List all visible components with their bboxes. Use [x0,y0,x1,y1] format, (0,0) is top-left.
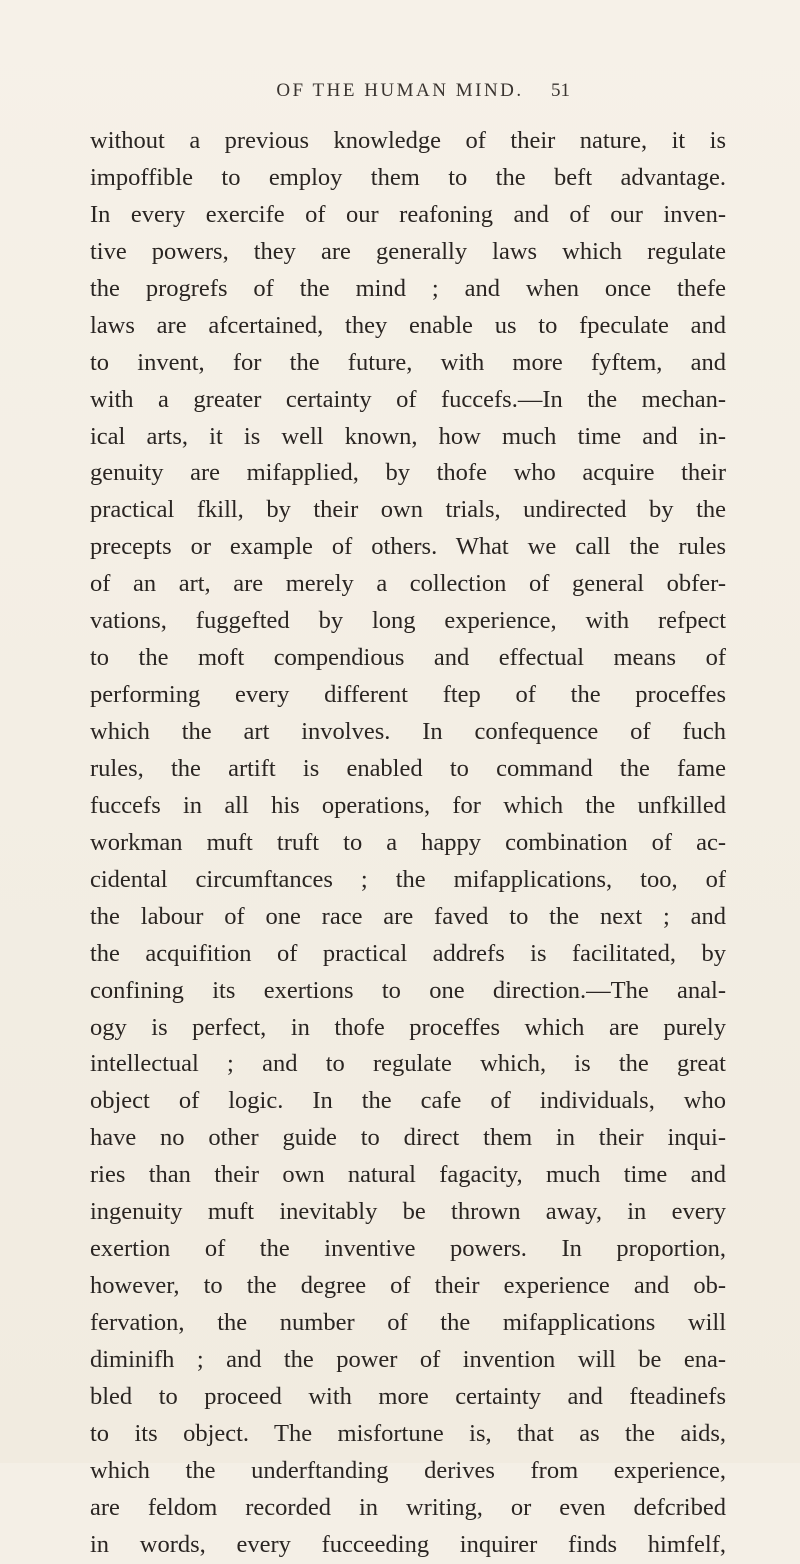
text-line: the acquifition of practical addrefs is facilitated, by [90,939,726,967]
text-line: however, to the degree of their experience and ob- [90,1272,726,1300]
text-line: laws are afcertained, they enable us to fpeculate and [90,311,726,339]
body-text [90,123,726,1564]
text-line: with a greater certainty of fuccefs.—In the mechan- [90,385,726,413]
text-line: diminifh ; and the power of invention will be ena- [90,1345,726,1373]
text-line: object of logic. In the cafe of individuals, who [90,1087,726,1115]
text-line: In every exercife of our reafoning and of our inven- [90,200,726,228]
text-line: performing every different ftep of the proceffes [90,681,726,709]
text-line: fuccefs in all his operations, for which the unfkilled [90,791,726,819]
text-line: impoffible to employ them to the beft advantage. [90,163,726,191]
text-line: in words, every fucceeding inquirer finds himfelf, [90,1530,726,1558]
text-line: of an art, are merely a collection of general obfer- [90,570,726,598]
text-line: rules, the artift is enabled to command the fame [90,754,726,782]
text-line: which the underftanding derives from experience, [90,1456,726,1484]
text-line: workman muft truft to a happy combination of ac- [90,828,726,856]
text-line: precepts or example of others. What we call the rules [90,533,726,561]
text-line: intellectual ; and to regulate which, is the great [90,1050,726,1078]
text-line: to invent, for the future, with more fyftem, and [90,348,726,376]
text-line: ogy is perfect, in thofe proceffes which are purely [90,1013,726,1041]
text-line: exertion of the inventive powers. In proportion, [90,1235,726,1263]
text-line: confining its exertions to one direction.—The anal- [90,976,726,1004]
running-title: OF THE HUMAN MIND. [276,80,524,101]
text-line: practical fkill, by their own trials, undirected by the [90,496,726,524]
text-line: to its object. The misfortune is, that as the aids, [90,1419,726,1447]
text-line: have no other guide to direct them in their inqui- [90,1124,726,1152]
text-line: ical arts, it is well known, how much time and in- [90,422,726,450]
page-number: 51 [551,80,570,101]
text-line: which the art involves. In confequence of fuch [90,718,726,745]
running-head [0,80,800,110]
text-line: genuity are mifapplied, by thofe who acquire their [90,459,726,487]
text-line: the progrefs of the mind ; and when once thefe [90,274,726,302]
text-line: cidental circumftances ; the mifapplications, too, of [90,865,726,893]
text-line: the labour of one race are faved to the next ; and [90,902,726,930]
text-line: fervation, the number of the mifapplications will [90,1309,726,1336]
text-line: bled to proceed with more certainty and fteadinefs [90,1382,726,1410]
text-line: vations, fuggefted by long experience, with refpect [90,607,726,635]
text-line: tive powers, they are generally laws which regulate [90,237,726,265]
text-line: ingenuity muft inevitably be thrown away, in every [90,1198,726,1226]
text-line: without a previous knowledge of their nature, it is [90,127,726,154]
text-line: are feldom recorded in writing, or even defcribed [90,1493,726,1521]
text-line: ries than their own natural fagacity, much time and [90,1161,726,1189]
text-line: to the moft compendious and effectual means of [90,644,726,672]
